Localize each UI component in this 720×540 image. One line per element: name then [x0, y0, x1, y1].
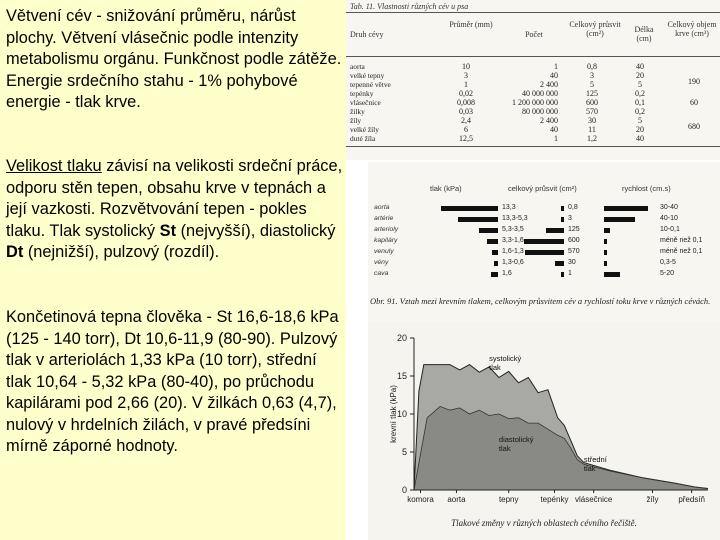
table-cell: 2,4 — [461, 116, 471, 125]
text-pressure-size-c: (nejnižší), pulzový (rozdíl). — [23, 243, 220, 261]
table-row-name: žíly — [350, 116, 362, 125]
speed-bar — [604, 272, 620, 277]
table-cell: 3 — [464, 71, 468, 80]
table-cell: 2 400 — [540, 116, 558, 125]
table-cell: 1,2 — [587, 134, 597, 143]
table-row-name: aorta — [350, 62, 365, 71]
speed-bar — [604, 250, 607, 255]
area-bar — [561, 272, 564, 277]
pressure-bar — [479, 228, 498, 233]
table-cell: 1 200 000 000 — [512, 98, 558, 107]
col-area-header: celkový průsvit (cm²) — [508, 184, 577, 193]
chart-title: Tlakové změny v různých oblastech cévního řečiště. — [451, 518, 637, 528]
pressure-bar — [458, 217, 498, 222]
area-bar — [524, 239, 564, 244]
area-bar — [525, 250, 564, 255]
table-cell: 6 — [464, 125, 468, 134]
fig91-row-name: venuly — [374, 248, 394, 255]
table-cell: 0,008 — [457, 98, 475, 107]
pressure-value: 13,3-5,3 — [502, 215, 528, 222]
speed-value: 40-10 — [660, 215, 678, 222]
area-bar — [555, 261, 564, 266]
table-rule-bottom — [346, 146, 720, 147]
fig91-row-name: aorta — [374, 204, 390, 211]
paragraph-vessel-branching — [6, 6, 344, 114]
table-row-name: žilky — [350, 107, 365, 116]
speed-bar — [604, 228, 610, 233]
y-tick-label: 0 — [401, 485, 407, 495]
table-cell: 12,5 — [459, 134, 473, 143]
x-category-label: komora — [407, 495, 434, 504]
table-title: Tab. 11. Vlastnosti různých cév u psa — [350, 2, 469, 11]
area-bar — [561, 206, 564, 211]
table-cell: 40 000 000 — [522, 89, 558, 98]
col-speed-header: rychlost (cm.s) — [622, 184, 671, 193]
pressure-bar — [491, 272, 498, 277]
table-cell: 0,03 — [459, 107, 473, 116]
speed-value: méně než 0,1 — [660, 248, 703, 255]
area-bar — [546, 228, 564, 233]
table-cell: 600 — [586, 98, 598, 107]
col-pressure-header: tlak (kPa) — [430, 184, 462, 193]
pressure-bar — [441, 206, 498, 211]
table-cell: 1 — [554, 62, 558, 71]
pressure-area-speed-figure — [368, 162, 720, 322]
chart-annotation: systolický tlak — [489, 353, 522, 372]
area-value: 1 — [568, 270, 572, 277]
table-cell: 40 — [550, 125, 558, 134]
area-value: 125 — [568, 226, 580, 233]
y-tick-label: 15 — [396, 371, 407, 381]
text-pressure-size-a: závisí na velikosti srdeční práce, odporu stěn tepen, obsahu krve v tepnách a její vazkosti. Rozvětvování tepen - pokles tlaku. Tlak systolický — [6, 157, 343, 240]
table-row-name: tepénky — [350, 89, 374, 98]
diastolic-area — [414, 406, 708, 490]
speed-value: 5-20 — [660, 270, 675, 277]
speed-bar — [604, 206, 648, 211]
x-category-label: tepénky — [540, 495, 569, 504]
table-row-name: velké tepny — [350, 71, 385, 80]
area-value: 0,8 — [568, 204, 578, 211]
table-cell: 190 — [688, 77, 700, 86]
table-cell: 80 000 000 — [522, 107, 558, 116]
x-category-label: předsíň — [678, 495, 706, 504]
y-tick-label: 5 — [401, 447, 407, 457]
table-cell: 30 — [588, 116, 596, 125]
pressure-value: 13,3 — [502, 204, 516, 211]
table-rule-header — [346, 56, 720, 57]
text-limb-artery: Končetinová tepna člověka - St 16,6-18,6 kPa (125 - 140 torr), Dt 10,6-11,9 (80-90). Pulzový tlak v arteriolách 1,33 kPa (10 torr), střední tlak 10,64 - 5,32 kPa (80-40), po průchodu kapilárami pod 2,66 (20). V žilkách 0,63 (4,7), nulový v hrdelních žilách, v pravé předsíni mírně záporné hodnoty. — [6, 308, 339, 455]
table-cell: 2 400 — [540, 80, 558, 89]
speed-bar — [604, 261, 607, 266]
speed-bar — [604, 239, 607, 244]
text-pressure-size-underlined: Velikost tlaku — [6, 157, 102, 175]
area-value: 3 — [568, 215, 572, 222]
table-cell: 40 — [636, 62, 644, 71]
y-axis-label: krevní tlak (kPa) — [389, 385, 398, 443]
table-cell: 0,02 — [459, 89, 473, 98]
table-row-name: duté žíla — [350, 134, 376, 143]
fig91-row-name: arterioly — [374, 226, 399, 233]
table-cell: 5 — [638, 80, 642, 89]
table-cell: 10 — [462, 62, 470, 71]
x-category-label: žíly — [646, 495, 659, 504]
pressure-value: 1,6-1,3 — [502, 248, 524, 255]
table-header-count: Počet — [525, 30, 543, 39]
table-cell: 3 — [590, 71, 594, 80]
text-st-bold: St — [159, 221, 177, 240]
table-header-area: Celkový průsvit (cm²) — [569, 20, 621, 38]
fig91-row-name: vény — [374, 259, 389, 266]
area-bar — [561, 217, 564, 222]
table-cell: 11 — [588, 125, 596, 134]
table-cell: 0,2 — [635, 107, 645, 116]
chart-annotation: diastolický tlak — [498, 435, 534, 454]
speed-value: 30-40 — [660, 204, 678, 211]
pressure-bar — [494, 261, 498, 266]
table-cell: 5 — [638, 116, 642, 125]
x-category-label: vlásečnice — [574, 495, 613, 504]
chart-annotation: střední tlak — [583, 454, 607, 473]
table-rule-top — [346, 12, 720, 13]
fig91-caption: Obr. 91. Vztah mezi krevním tlakem, celkovým průsvitem cév a rychlostí toku krve v různých cévách. — [370, 296, 711, 306]
table-cell: 40 — [550, 71, 558, 80]
area-value: 570 — [568, 248, 580, 255]
table-cell: 40 — [636, 134, 644, 143]
table-header-volume: Celkový objem krve (cm³) — [667, 20, 717, 38]
vessel-properties-table — [346, 0, 720, 160]
table-row-name: tepenné větve — [350, 80, 391, 89]
pressure-chart-svg — [368, 322, 720, 518]
pressure-value: 1,6 — [502, 270, 512, 277]
text-pressure-size-b: (nejvyšší), diastolický — [176, 221, 336, 240]
table-row-name: vlásečnice — [350, 98, 381, 107]
speed-value: méně než 0,1 — [660, 237, 703, 244]
paragraph-limb-artery — [6, 307, 344, 458]
text-dt-bold: Dt — [6, 243, 24, 261]
fig91-row-name: artérie — [374, 215, 394, 222]
pressure-value: 3,3-1,6 — [502, 237, 524, 244]
table-cell: 680 — [688, 122, 700, 131]
table-cell: 0,8 — [587, 62, 597, 71]
table-header-type: Druh cévy — [350, 30, 384, 39]
speed-value: 10-0,1 — [660, 226, 680, 233]
fig91-row-name: cava — [374, 270, 389, 277]
table-header-diameter: Průměr (mm) — [449, 20, 493, 29]
table-cell: 1 — [554, 134, 558, 143]
text-column — [0, 0, 346, 540]
x-category-label: tepny — [498, 495, 519, 504]
area-value: 30 — [568, 259, 576, 266]
table-row-name: velké žíly — [350, 125, 379, 134]
paragraph-pressure-size — [6, 156, 344, 264]
table-cell: 570 — [586, 107, 598, 116]
table-cell: 20 — [636, 71, 644, 80]
table-cell: 20 — [636, 125, 644, 134]
table-header-length: Délka (cm) — [634, 25, 654, 43]
table-cell: 60 — [690, 98, 698, 107]
text-heart-energy: Energie srdečního stahu - 1% pohybové energie - tlak krve. — [6, 71, 298, 111]
speed-value: 0,3-5 — [660, 259, 676, 266]
table-cell: 125 — [586, 89, 598, 98]
y-tick-label: 20 — [396, 333, 407, 343]
pressure-value: 5,3-3,5 — [502, 226, 524, 233]
table-cell: 1 — [464, 80, 468, 89]
fig91-row-name: kapiláry — [374, 237, 398, 244]
pressure-bar — [492, 250, 498, 255]
pressure-value: 1,3-0,6 — [502, 259, 524, 266]
table-cell: 0,2 — [635, 89, 645, 98]
x-category-label: aorta — [447, 495, 466, 504]
pressure-chart — [368, 322, 720, 540]
text-vessel-branching: Větvení cév - snižování průměru, nárůst plochy. Větvení vlásečnic podle intenzity metabolismu orgánu. Funkčnost podle zátěže. — [6, 7, 342, 68]
area-value: 600 — [568, 237, 580, 244]
speed-bar — [604, 217, 635, 222]
pressure-bar — [487, 239, 498, 244]
table-cell: 5 — [590, 80, 594, 89]
table-cell: 0,1 — [635, 98, 645, 107]
y-tick-label: 10 — [396, 409, 407, 419]
